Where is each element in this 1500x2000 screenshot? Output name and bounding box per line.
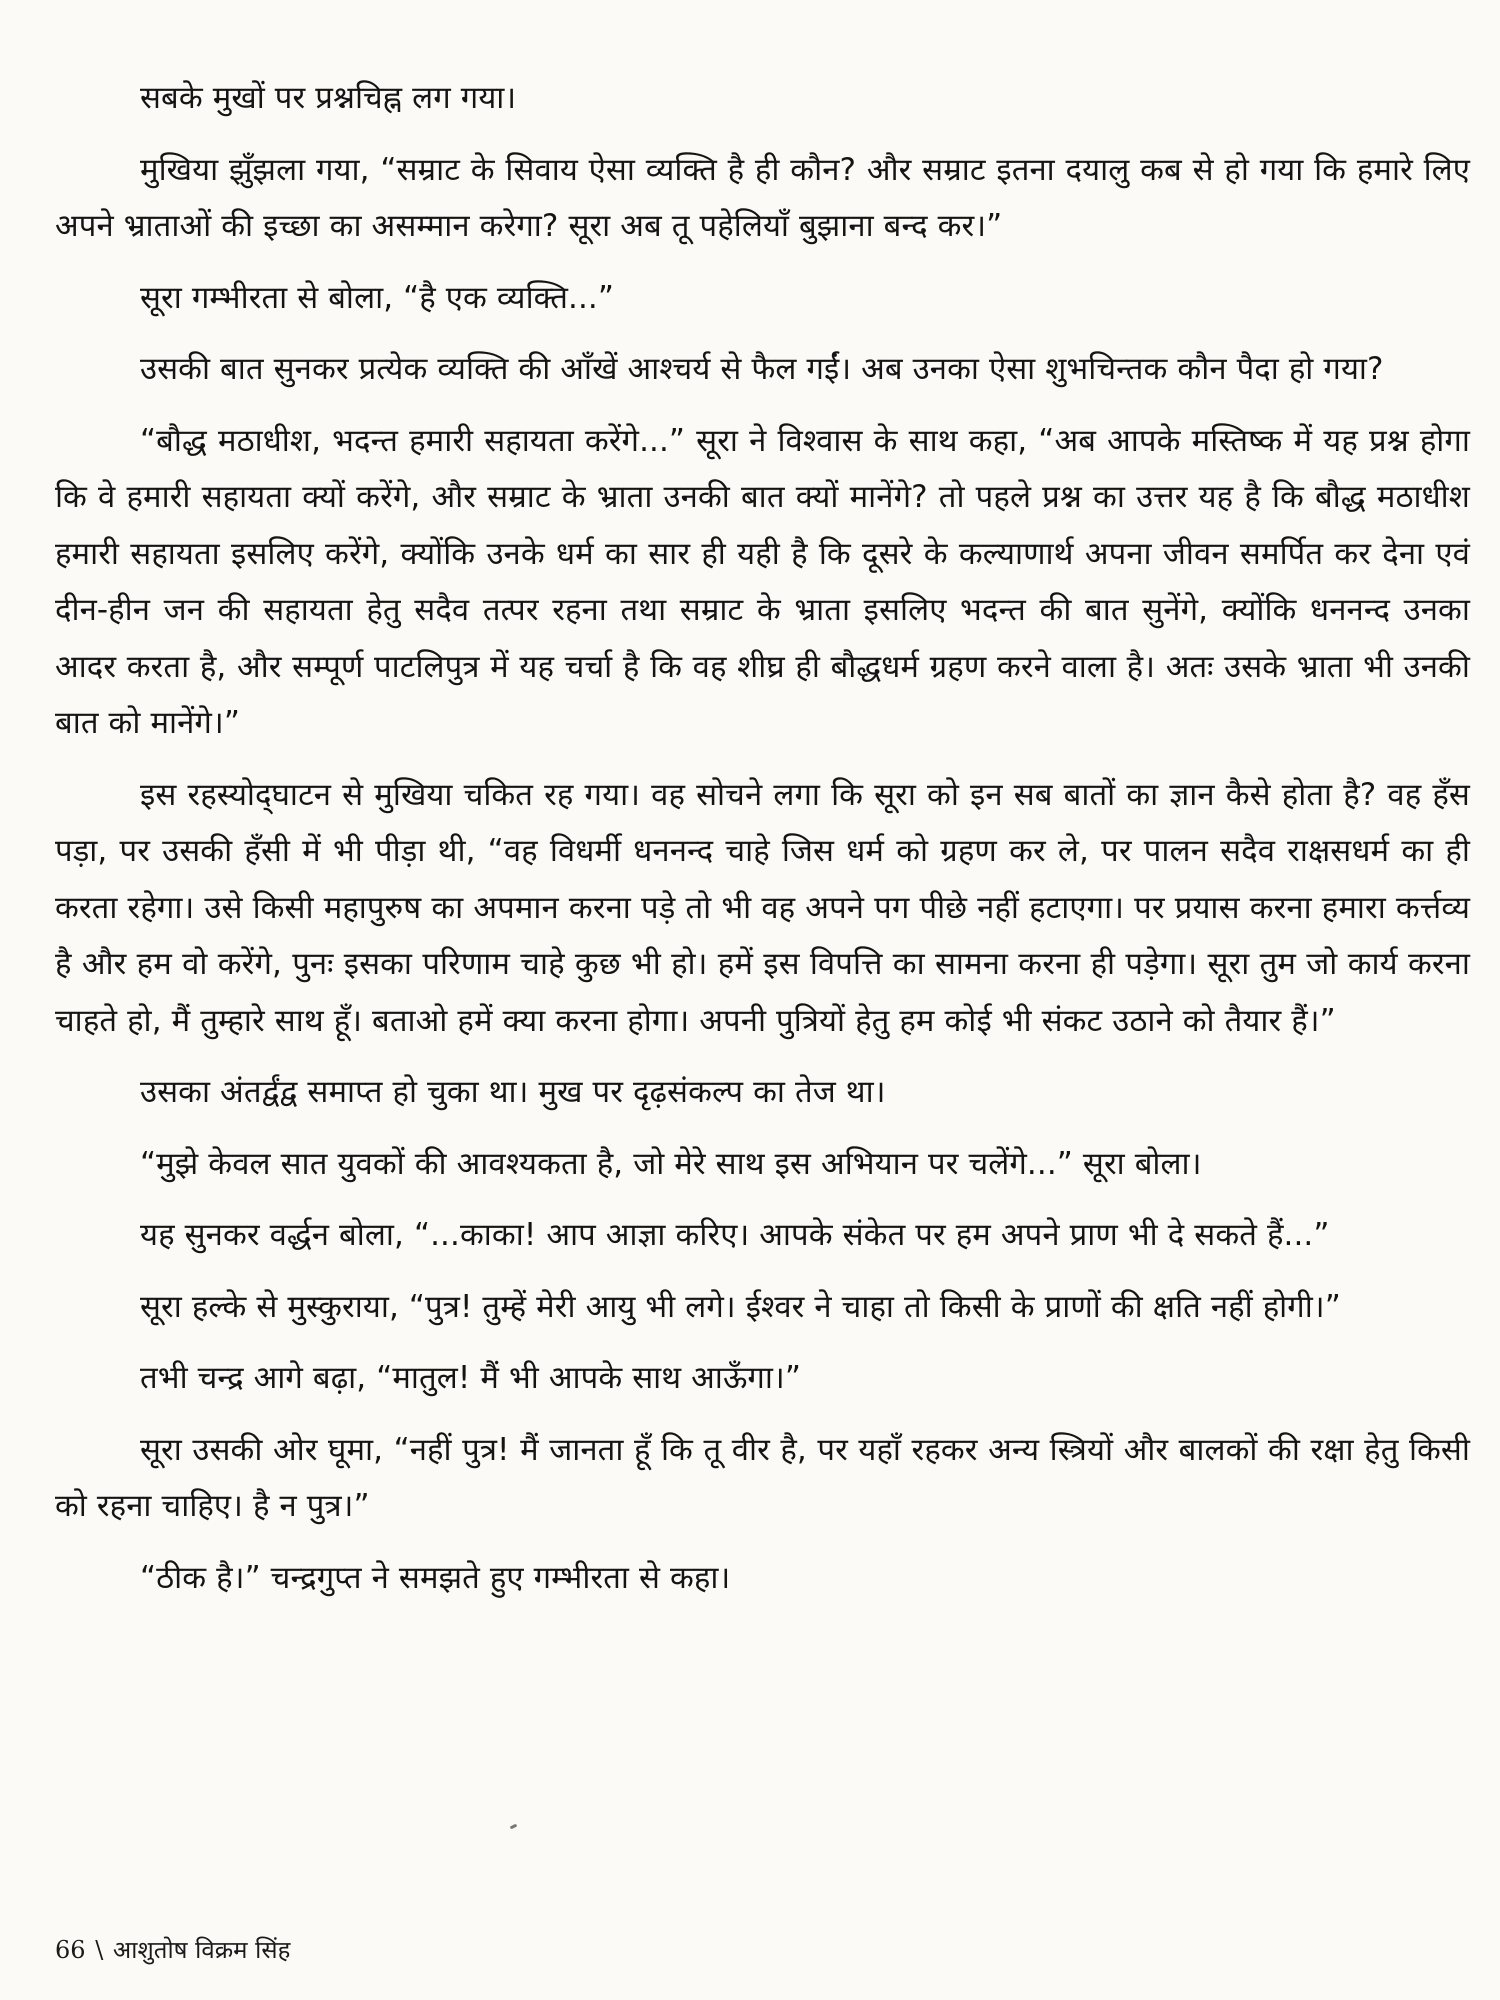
paragraph: तभी चन्द्र आगे बढ़ा, “मातुल! मैं भी आपके साथ आऊँगा।”	[140, 1360, 801, 1396]
paragraph: इस रहस्योद्‌घाटन से मुखिया चकित रह गया। वह सोचने लगा कि सूरा को इन सब बातों का ज्ञान कैसे होता है? वह हँस पड़ा, पर उसकी हँसी में भी पीड़ा थी, “वह विधर्मी धननन्द चाहे जिस धर्म को ग्रहण कर ले, पर पालन सदैव राक्षसधर्म का ही करता रहेगा। उसे किसी महापुरुष का अपमान करना पड़े तो भी वह अपने पग पीछे नहीं हटाएगा। पर प्रयास करना हमारा कर्त्तव्य है और हम वो करेंगे, पुनः इसका परिणाम चाहे कुछ भी हो। हमें इस विपत्ति का सामना करना ही पड़ेगा। सूरा तुम जो कार्य करना चाहते हो, मैं तुम्हारे साथ हूँ। बताओ हमें क्या करना होगा। अपनी पुत्रियों हेतु हम कोई भी संकट उठाने को तैयार हैं।”	[55, 776, 1470, 1039]
paragraph: सूरा गम्भीरता से बोला, “है एक व्यक्ति...”	[140, 279, 615, 316]
paragraph: यह सुनकर वर्द्धन बोला, “...काका! आप आज्ञा करिए। आपके संकेत पर हम अपने प्राण भी दे सकते हैं...”	[140, 1217, 1330, 1253]
paragraph: मुखिया झुँझला गया, “सम्राट के सिवाय ऐसा व्यक्ति है ही कौन? और सम्राट इतना दयालु कब से हो गया कि हमारे लिए अपने भ्राताओं की इच्छा का असम्मान करेगा? सूरा अब तू पहेलियाँ बुझाना बन्द कर।”	[55, 151, 1470, 244]
page-body	[55, 70, 1470, 1606]
paragraph: “मुझे केवल सात युवकों की आवश्यकता है, जो मेरे साथ इस अभियान पर चलेंगे...” सूरा बोला।	[140, 1145, 1202, 1182]
page-number: 66	[55, 1936, 86, 1964]
paragraph: “ठीक है।” चन्द्रगुप्त ने समझते हुए गम्भीरता से कहा।	[140, 1559, 731, 1596]
paragraph: सबके मुखों पर प्रश्नचिह्न लग गया।	[140, 80, 517, 116]
scan-speck	[510, 1824, 518, 1830]
paragraph: “बौद्ध मठाधीश, भदन्त हमारी सहायता करेंगे...” सूरा ने विश्वास के साथ कहा, “अब आपके मस्तिष्क में यह प्रश्न होगा कि वे हमारी सहायता क्यों करेंगे, और सम्राट के भ्राता उनकी बात क्यों मानेंगे? तो पहले प्रश्न का उत्तर यह है कि बौद्ध मठाधीश हमारी सहायता इसलिए करेंगे, क्योंकि उनके धर्म का सार ही यही है कि दूसरे के कल्याणार्थ अपना जीवन समर्पित कर देना एवं दीन-हीन जन की सहायता हेतु सदैव तत्पर रहना तथा सम्राट के भ्राता इसलिए भदन्त की बात सुनेंगे, क्योंकि धननन्द उनका आदर करता है, और सम्पूर्ण पाटलिपुत्र में यह चर्चा है कि वह शीघ्र ही बौद्धधर्म ग्रहण करने वाला है। अतः उसके भ्राता भी उनकी बात को मानेंगे।”	[55, 422, 1470, 741]
page-footer	[55, 1935, 290, 1965]
paragraph: सूरा हल्के से मुस्कुराया, “पुत्र! तुम्हें मेरी आयु भी लगे। ईश्वर ने चाहा तो किसी के प्राणों की क्षति नहीं होगी।”	[140, 1288, 1341, 1325]
paragraph: उसकी बात सुनकर प्रत्येक व्यक्ति की आँखें आश्चर्य से फैल गईं। अब उनका ऐसा शुभचिन्तक कौन पैदा हो गया?	[140, 351, 1384, 387]
paragraph: उसका अंतर्द्वंद्व समाप्त हो चुका था। मुख पर दृढ़संकल्प का तेज था।	[140, 1074, 886, 1110]
paragraph: सूरा उसकी ओर घूमा, “नहीं पुत्र! मैं जानता हूँ कि तू वीर है, पर यहाँ रहकर अन्य स्त्रियों और बालकों की रक्षा हेतु किसी को रहना चाहिए। है न पुत्र।”	[55, 1431, 1470, 1524]
footer-separator: \	[95, 1936, 104, 1964]
author-name: आशुतोष विक्रम सिंह	[112, 1936, 291, 1964]
